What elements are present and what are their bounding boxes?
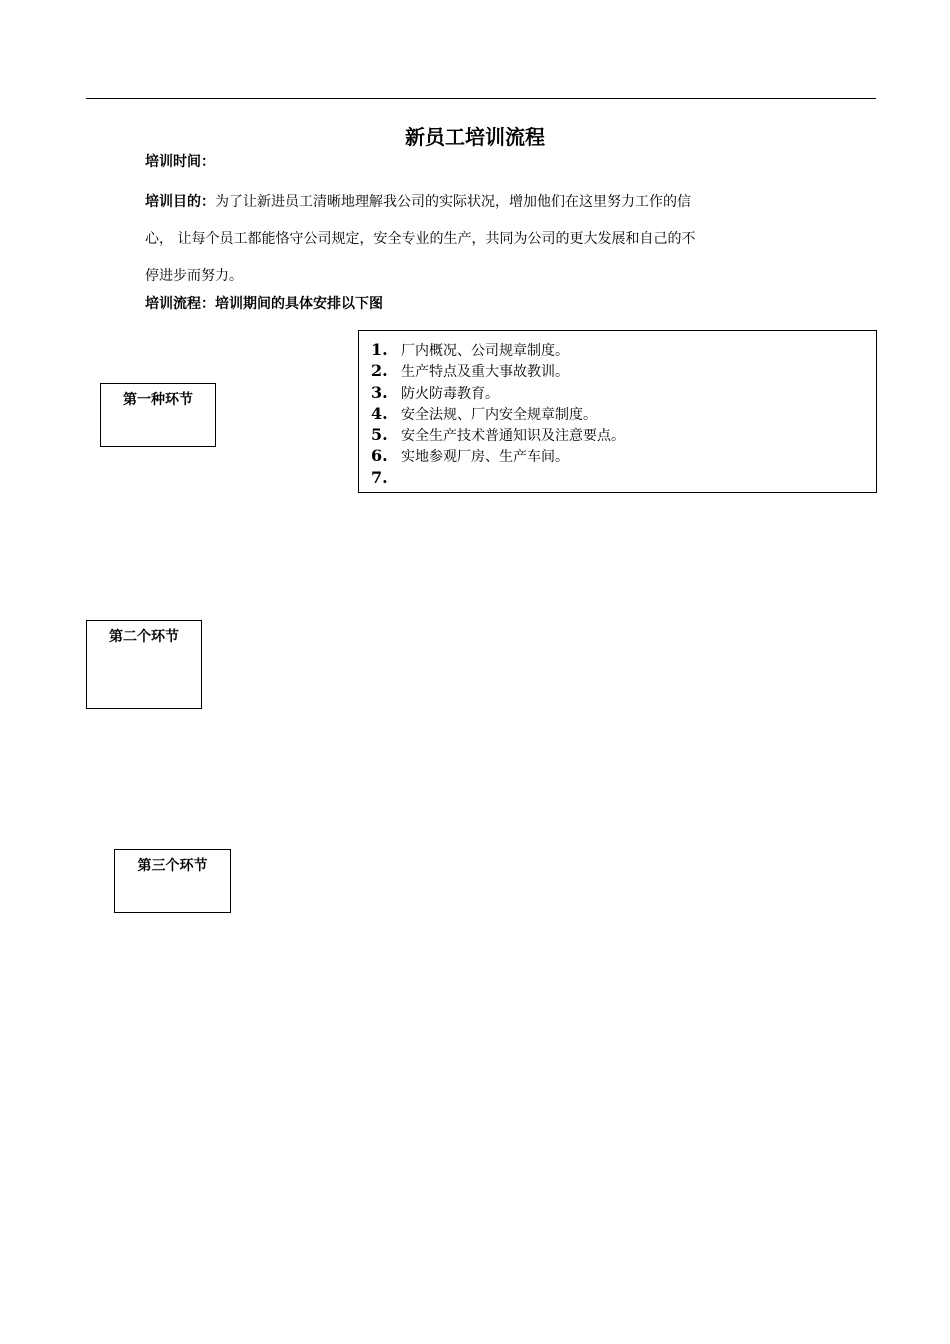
- step-label-first: 第一种环节: [123, 392, 193, 408]
- list-item-text: 厂内概况、公司规章制度。: [401, 343, 569, 359]
- list-item-number: 4.: [371, 403, 388, 423]
- header-rule: [86, 98, 876, 99]
- first-step-content-box: [358, 330, 877, 493]
- list-item-number: 1.: [371, 340, 388, 359]
- list-item: [371, 339, 876, 360]
- purpose-text-1: 为了让新进员工清晰地理解我公司的实际状况，增加他们在这里努力工作的信: [215, 194, 691, 210]
- step-label-third: 第三个环节: [137, 858, 208, 874]
- list-item-number: 7.: [371, 467, 388, 487]
- purpose-line-1: [145, 184, 815, 221]
- list-item: [371, 467, 876, 488]
- training-time-label: 培训时间：: [145, 154, 215, 170]
- document-title: 新员工培训流程: [405, 125, 545, 149]
- step-box-first: [100, 383, 216, 447]
- purpose-line-3: 停进步而努力。: [145, 268, 243, 284]
- list-item: [371, 424, 876, 445]
- purpose-label: 培训目的：: [145, 194, 215, 210]
- list-item-number: 3.: [371, 382, 388, 402]
- purpose-line-2: 心， 让每个员工都能恪守公司规定，安全专业的生产，共同为公司的更大发展和自己的不: [145, 231, 696, 247]
- list-item-number: 6.: [371, 446, 388, 466]
- list-item-text: 防火防毒教育。: [401, 385, 499, 402]
- list-item-text: 实地参观厂房、生产车间。: [401, 449, 569, 466]
- list-item: [371, 360, 876, 381]
- step-box-third: [114, 849, 231, 913]
- list-item: [371, 445, 876, 466]
- list-item-text: 安全生产技术普通知识及注意要点。: [401, 428, 625, 445]
- list-item-number: 2.: [371, 361, 388, 381]
- list-item: [371, 382, 876, 403]
- list-item-text: 安全法规、厂内安全规章制度。: [401, 406, 597, 423]
- list-item-text: 生产特点及重大事故教训。: [401, 364, 569, 381]
- training-process-label: 培训流程：培训期间的具体安排以下图: [145, 296, 383, 312]
- training-purpose: [145, 184, 815, 295]
- step-label-second: 第二个环节: [109, 629, 179, 645]
- list-item-number: 5.: [371, 425, 388, 445]
- list-item: [371, 403, 876, 424]
- step-box-second: [86, 620, 202, 709]
